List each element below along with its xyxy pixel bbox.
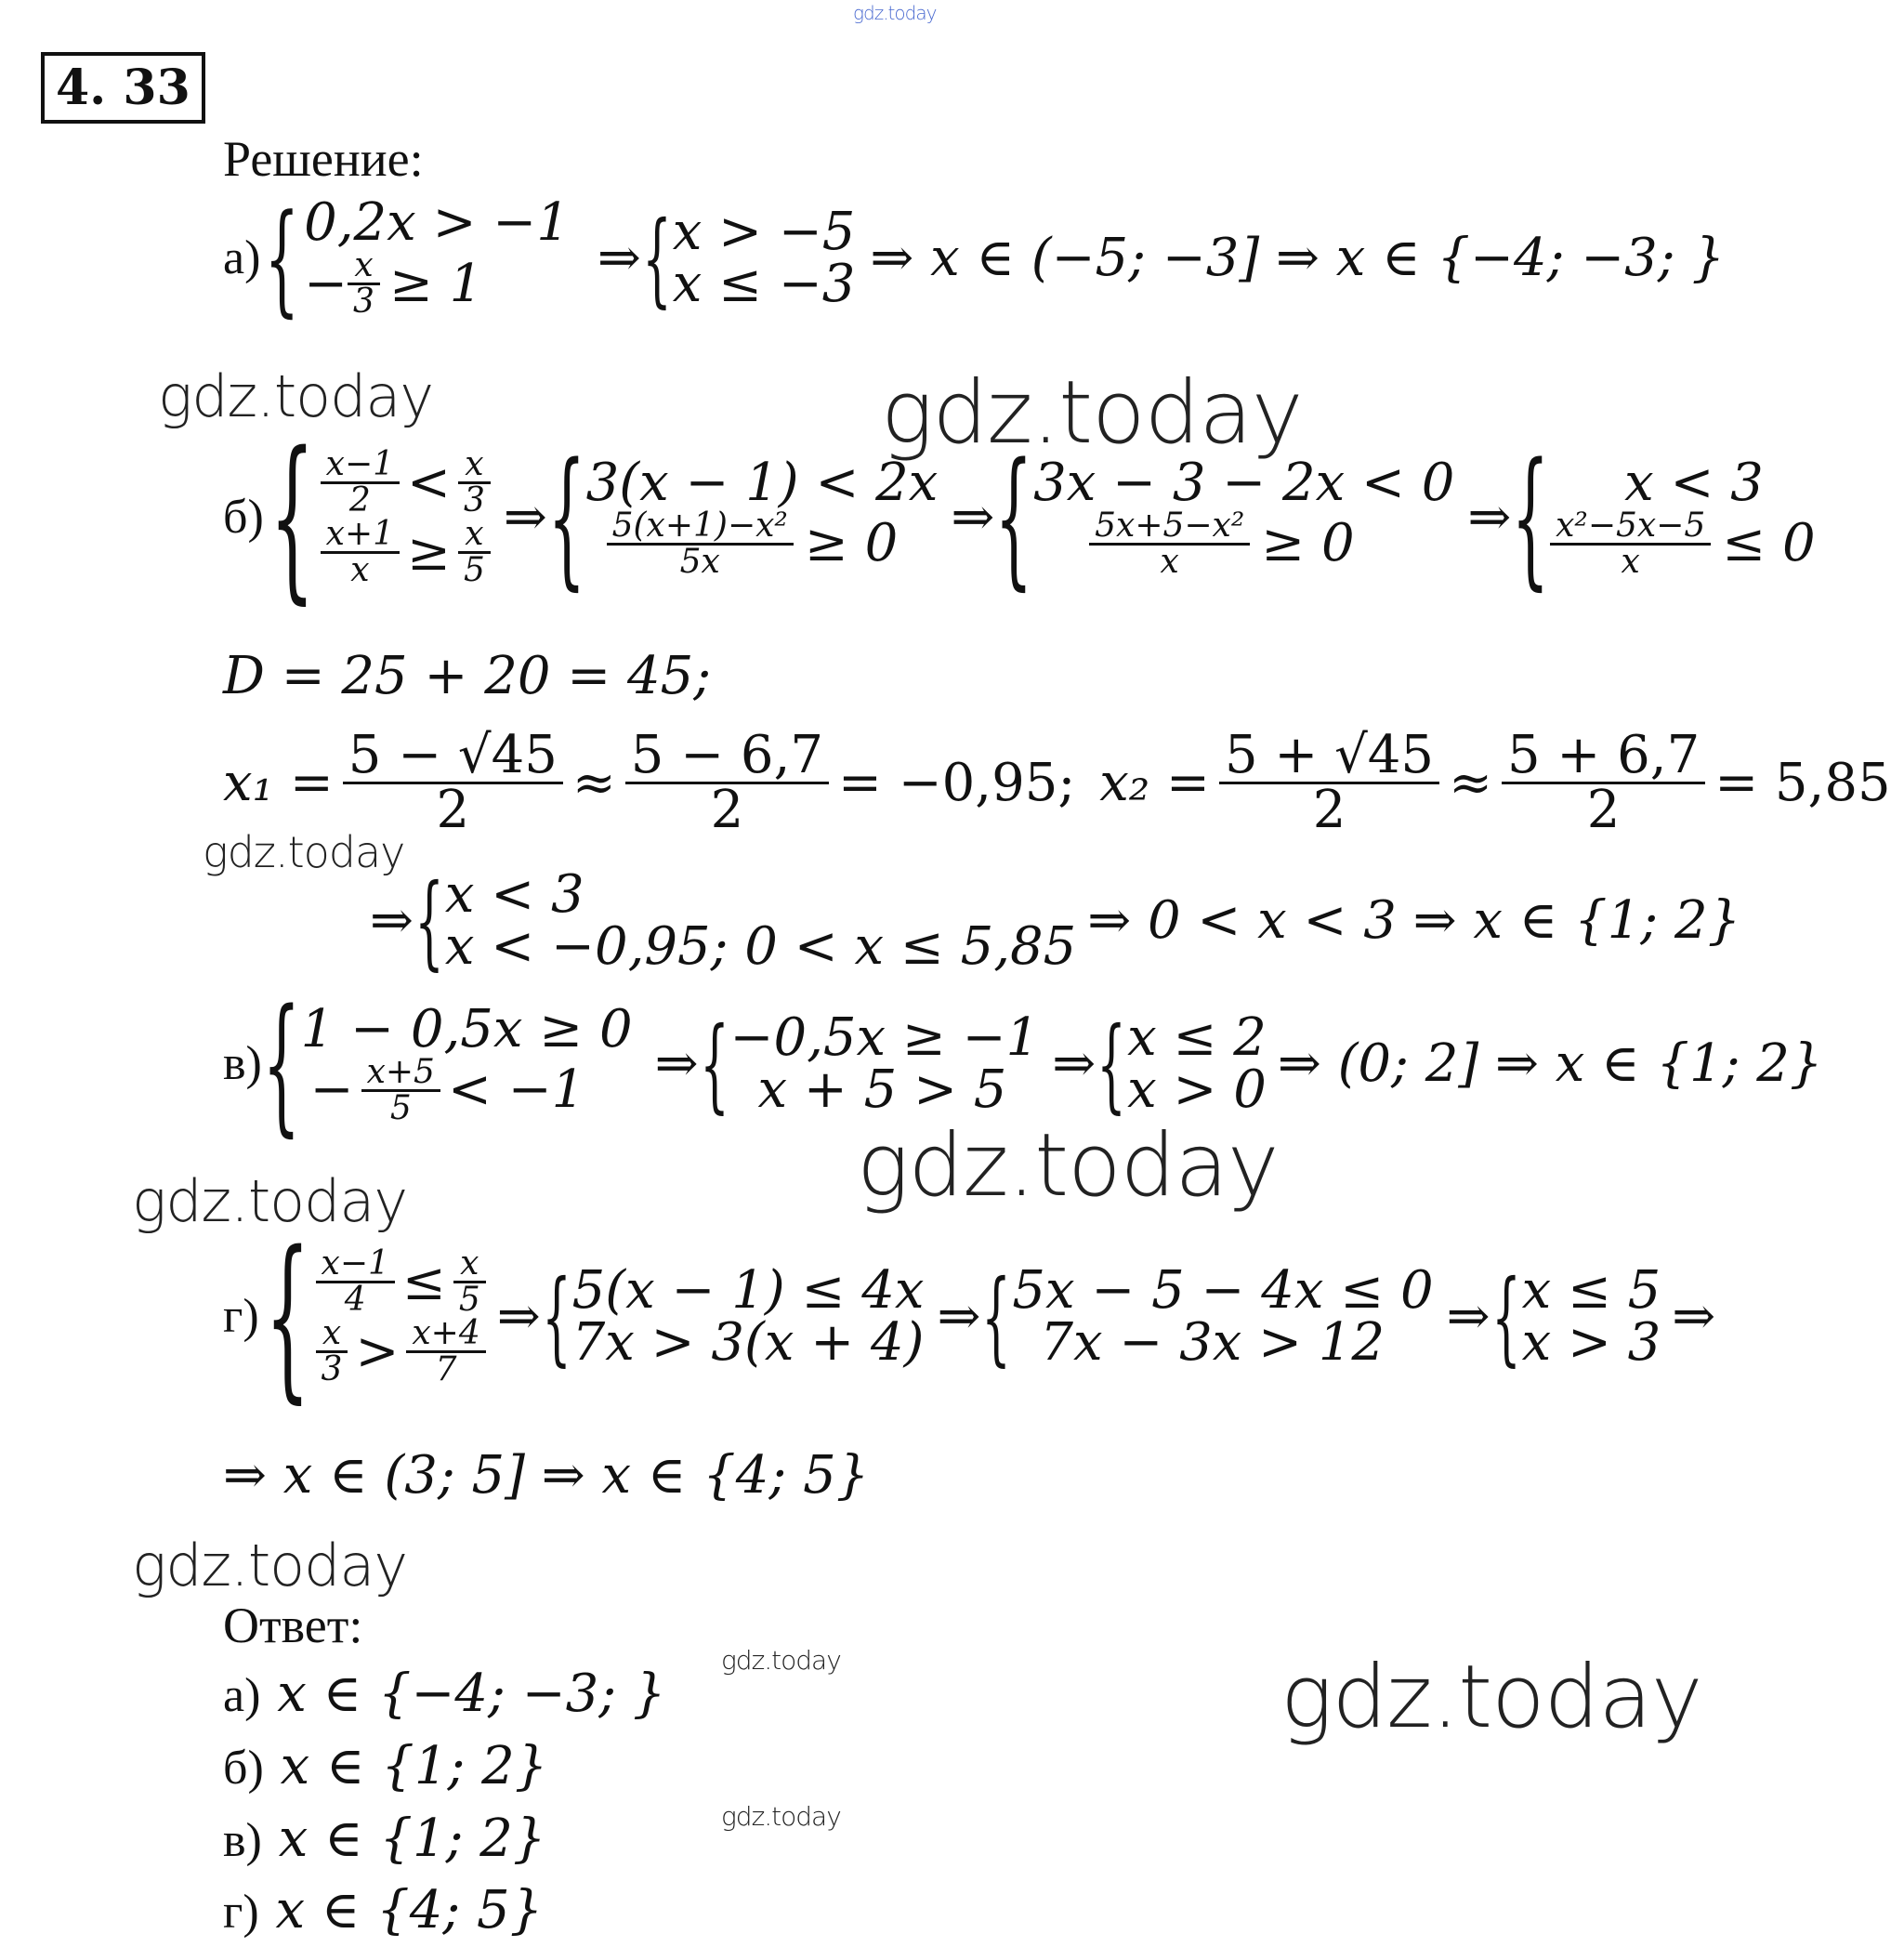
watermark-top: gdz.today bbox=[853, 2, 937, 24]
part-g-label: г) bbox=[223, 1290, 259, 1343]
watermark: gdz.today bbox=[132, 1532, 408, 1599]
watermark: gdz.today bbox=[1280, 1647, 1702, 1748]
watermark: gdz.today bbox=[721, 1801, 841, 1832]
part-b-final: ⇒ { x < 3 x < −0,95; 0 < x ≤ 5,85 ⇒ 0 < x < 3 ⇒ x ∈ {1; 2} bbox=[370, 862, 1741, 980]
watermark: gdz.today bbox=[857, 1115, 1279, 1217]
part-b-system-1: { $\frac{x-1}{2}$ < $\frac{x}{3}$ $\frac{x+1}{x}$ ≥ $\frac{x}{5}$ bbox=[264, 429, 491, 606]
watermark: gdz.today bbox=[158, 362, 434, 430]
answer-label: Ответ: bbox=[223, 1598, 363, 1653]
part-v: в) { 1 − 0,5x ≥ 0 − $\frac{x+5}{5}$ < −1 ⇒ { −0,5x ≥ −1 x + 5 > 5 ⇒ { x ≤ 2 x > 0 ⇒ (0; 2] ⇒ x ∈ {1; 2} bbox=[223, 977, 1823, 1151]
solution-label: Решение: bbox=[223, 131, 424, 187]
part-a-system-1: { 0,2x > −1 − $\frac{x}{3}$ ≥ 1 bbox=[265, 187, 570, 329]
answer-v: в) x ∈ {1; 2} bbox=[223, 1809, 546, 1869]
watermark: gdz.today bbox=[132, 1167, 408, 1235]
watermark: gdz.today bbox=[203, 827, 405, 877]
watermark: gdz.today bbox=[721, 1645, 841, 1676]
answer-g: г) x ∈ {4; 5} bbox=[223, 1880, 544, 1940]
part-a-s1-line1: 0,2x > −1 bbox=[304, 192, 570, 253]
part-a-s1-line2: − $\frac{x}{3}$ ≥ 1 bbox=[304, 246, 483, 321]
part-b-system-2: { 3(x − 1) < 2x $\frac{\text{5(x+1)−x²}}{5x}$ ≥ 0 bbox=[547, 430, 939, 604]
part-g-result: ⇒ x ∈ (3; 5] ⇒ x ∈ {4; 5} bbox=[223, 1445, 870, 1506]
problem-number: 4. 33 bbox=[41, 52, 205, 124]
part-b-system-3: { 3x − 3 − 2x < 0 $\frac{\text{5x+5−x²}}{x}$ ≥ 0 bbox=[994, 430, 1455, 604]
answer-a: а) x ∈ {−4; −3; } bbox=[223, 1664, 666, 1724]
part-b: б) { $\frac{x-1}{2}$ < $\frac{x}{3}$ $\frac{x+1}{x}$ ≥ $\frac{x}{5}$ ⇒ { 3(x − 1) < 2x $\frac{\text{5(x+1)−x²}}{5x}$ ≥ 0 ⇒ { 3x − 3 − 2x < 0 $\frac{\text{5x+5−x²}}{x}$ ≥ 0 ⇒ { x < 3 $\frac{\text{x²−5x−5}}{x}$ ≤ 0 bbox=[223, 414, 1816, 620]
part-a-label: а) bbox=[223, 230, 261, 284]
answer-b: б) x ∈ {1; 2} bbox=[223, 1736, 548, 1796]
part-a-result: ⇒ x ∈ (−5; −3] ⇒ x ∈ {−4; −3; } bbox=[870, 227, 1726, 288]
part-a: а) { 0,2x > −1 − $\frac{x}{3}$ ≥ 1 ⇒ { x > −5 x ≤ −3 ⇒ x ∈ (−5; −3] ⇒ x ∈ {−4; −3; } bbox=[223, 187, 1726, 329]
roots: x₁ = $\frac{5 - √45}{2}$ ≈ $\frac{5 - 6,7}{2}$ = −0,95; x₂ = $\frac{5 + √45}{2}$ ≈ $\frac{5 + 6,7}{2}$ = 5,85 bbox=[223, 725, 1891, 840]
part-b-system-4: { x < 3 $\frac{\text{x²−5x−5}}{x}$ ≤ 0 bbox=[1511, 430, 1816, 604]
part-a-system-2: { x > −5 x ≤ −3 bbox=[642, 198, 856, 318]
part-b-label: б) bbox=[223, 491, 264, 544]
watermark: gdz.today bbox=[881, 362, 1303, 464]
discriminant: D = 25 + 20 = 45; bbox=[223, 646, 712, 706]
part-g: г) { $\frac{x-1}{4}$ ≤ $\frac{x}{5}$ $\frac{x}{3}$ > $\frac{x+4}{7}$ ⇒ { 5(x − 1) ≤ 4x 7x > 3(x + 4) ⇒ { 5x − 5 − 4x ≤ 0 7x − 3x > 12 ⇒ { x ≤ 5 x > 3 ⇒ bbox=[223, 1214, 1716, 1419]
part-v-label: в) bbox=[223, 1037, 262, 1090]
